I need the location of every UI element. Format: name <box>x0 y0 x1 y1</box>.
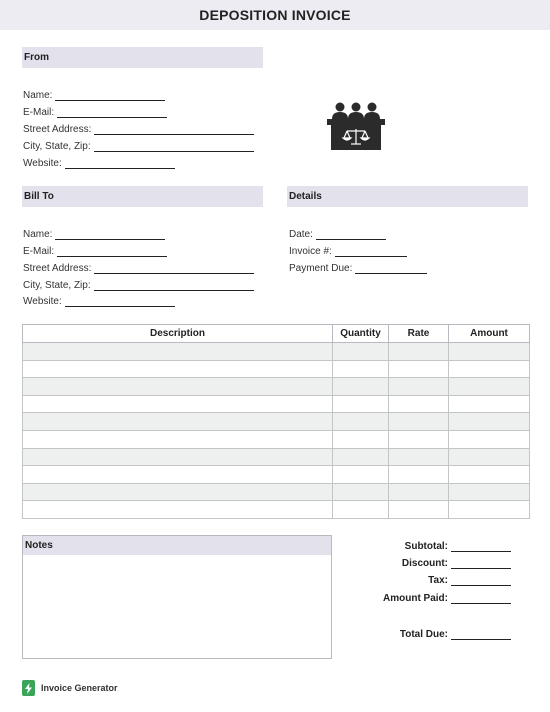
from-heading: From <box>22 47 263 68</box>
page-title: DEPOSITION INVOICE <box>199 7 351 23</box>
bill-to-heading: Bill To <box>22 186 263 207</box>
col-quantity-header: Quantity <box>333 325 389 343</box>
table-cell[interactable] <box>389 430 449 448</box>
table-cell[interactable] <box>333 413 389 431</box>
amount-paid-line[interactable] <box>451 595 511 604</box>
subtotal-field[interactable]: Subtotal: <box>405 539 511 552</box>
table-row <box>23 360 530 378</box>
bill-email-field[interactable]: E-Mail: <box>23 244 167 257</box>
from-website-line[interactable] <box>65 160 175 169</box>
table-cell[interactable] <box>333 430 389 448</box>
table-row <box>23 448 530 466</box>
title-bar <box>0 0 550 30</box>
table-cell[interactable] <box>23 448 333 466</box>
table-cell[interactable] <box>389 378 449 396</box>
table-cell[interactable] <box>389 413 449 431</box>
date-line[interactable] <box>316 231 386 240</box>
table-cell[interactable] <box>449 343 530 361</box>
table-row <box>23 378 530 396</box>
table-cell[interactable] <box>23 360 333 378</box>
from-email-field[interactable]: E-Mail: <box>23 105 167 118</box>
table-cell[interactable] <box>333 501 389 519</box>
table-row <box>23 413 530 431</box>
table-cell[interactable] <box>449 360 530 378</box>
table-row <box>23 430 530 448</box>
table-cell[interactable] <box>333 466 389 484</box>
table-row <box>23 343 530 361</box>
invoice-number-field[interactable]: Invoice #: <box>289 244 407 257</box>
from-name-field[interactable]: Name: <box>23 88 165 101</box>
date-field[interactable]: Date: <box>289 227 386 240</box>
bill-name-line[interactable] <box>55 231 165 240</box>
table-cell[interactable] <box>449 448 530 466</box>
table-row <box>23 501 530 519</box>
table-cell[interactable] <box>23 378 333 396</box>
amount-paid-field[interactable]: Amount Paid: <box>383 591 511 604</box>
col-rate-header: Rate <box>389 325 449 343</box>
from-city-line[interactable] <box>94 143 254 152</box>
from-street-field[interactable]: Street Address: <box>23 122 254 135</box>
table-cell[interactable] <box>389 448 449 466</box>
subtotal-line[interactable] <box>451 543 511 552</box>
table-cell[interactable] <box>449 430 530 448</box>
table-cell[interactable] <box>23 466 333 484</box>
table-cell[interactable] <box>389 360 449 378</box>
table-cell[interactable] <box>23 413 333 431</box>
table-cell[interactable] <box>333 378 389 396</box>
from-street-line[interactable] <box>94 126 254 135</box>
table-cell[interactable] <box>333 448 389 466</box>
table-cell[interactable] <box>449 378 530 396</box>
table-cell[interactable] <box>449 501 530 519</box>
total-due-line[interactable] <box>451 631 511 640</box>
from-website-field[interactable]: Website: <box>23 156 175 169</box>
table-cell[interactable] <box>333 343 389 361</box>
table-cell[interactable] <box>449 395 530 413</box>
table-header-row <box>23 325 530 343</box>
table-cell[interactable] <box>23 430 333 448</box>
payment-due-field[interactable]: Payment Due: <box>289 261 427 274</box>
table-cell[interactable] <box>389 483 449 501</box>
table-cell[interactable] <box>333 483 389 501</box>
from-city-field[interactable]: City, State, Zip: <box>23 139 254 152</box>
table-cell[interactable] <box>389 501 449 519</box>
notes-body[interactable] <box>23 555 331 563</box>
brand-name: Invoice Generator <box>41 683 118 693</box>
table-cell[interactable] <box>23 395 333 413</box>
table-cell[interactable] <box>23 343 333 361</box>
bill-website-line[interactable] <box>65 298 175 307</box>
lightning-icon <box>22 680 35 696</box>
table-cell[interactable] <box>389 395 449 413</box>
table-cell[interactable] <box>333 360 389 378</box>
table-cell[interactable] <box>449 466 530 484</box>
col-amount-header: Amount <box>449 325 530 343</box>
notes-heading: Notes <box>23 536 331 555</box>
notes-box[interactable] <box>22 535 332 659</box>
items-table <box>22 324 530 519</box>
table-cell[interactable] <box>23 483 333 501</box>
table-cell[interactable] <box>449 483 530 501</box>
table-cell[interactable] <box>23 501 333 519</box>
tax-field[interactable]: Tax: <box>428 573 511 586</box>
total-due-field[interactable]: Total Due: <box>400 627 511 640</box>
from-email-line[interactable] <box>57 109 167 118</box>
table-cell[interactable] <box>449 413 530 431</box>
discount-field[interactable]: Discount: <box>402 556 511 569</box>
tax-line[interactable] <box>451 577 511 586</box>
table-row <box>23 395 530 413</box>
table-row <box>23 483 530 501</box>
brand-footer[interactable] <box>22 680 118 696</box>
table-cell[interactable] <box>389 466 449 484</box>
bill-street-line[interactable] <box>94 265 254 274</box>
invoice-number-line[interactable] <box>335 248 407 257</box>
bill-email-line[interactable] <box>57 248 167 257</box>
table-cell[interactable] <box>389 343 449 361</box>
court-bench-icon <box>327 102 385 152</box>
bill-street-field[interactable]: Street Address: <box>23 261 254 274</box>
col-description-header: Description <box>23 325 333 343</box>
from-name-line[interactable] <box>55 92 165 101</box>
bill-name-field[interactable]: Name: <box>23 227 165 240</box>
details-heading: Details <box>287 186 528 207</box>
table-cell[interactable] <box>333 395 389 413</box>
discount-line[interactable] <box>451 560 511 569</box>
table-row <box>23 466 530 484</box>
bill-city-field[interactable]: City, State, Zip: <box>23 278 254 291</box>
bill-city-line[interactable] <box>94 282 254 291</box>
bill-website-field[interactable]: Website: <box>23 294 175 307</box>
payment-due-line[interactable] <box>355 265 427 274</box>
